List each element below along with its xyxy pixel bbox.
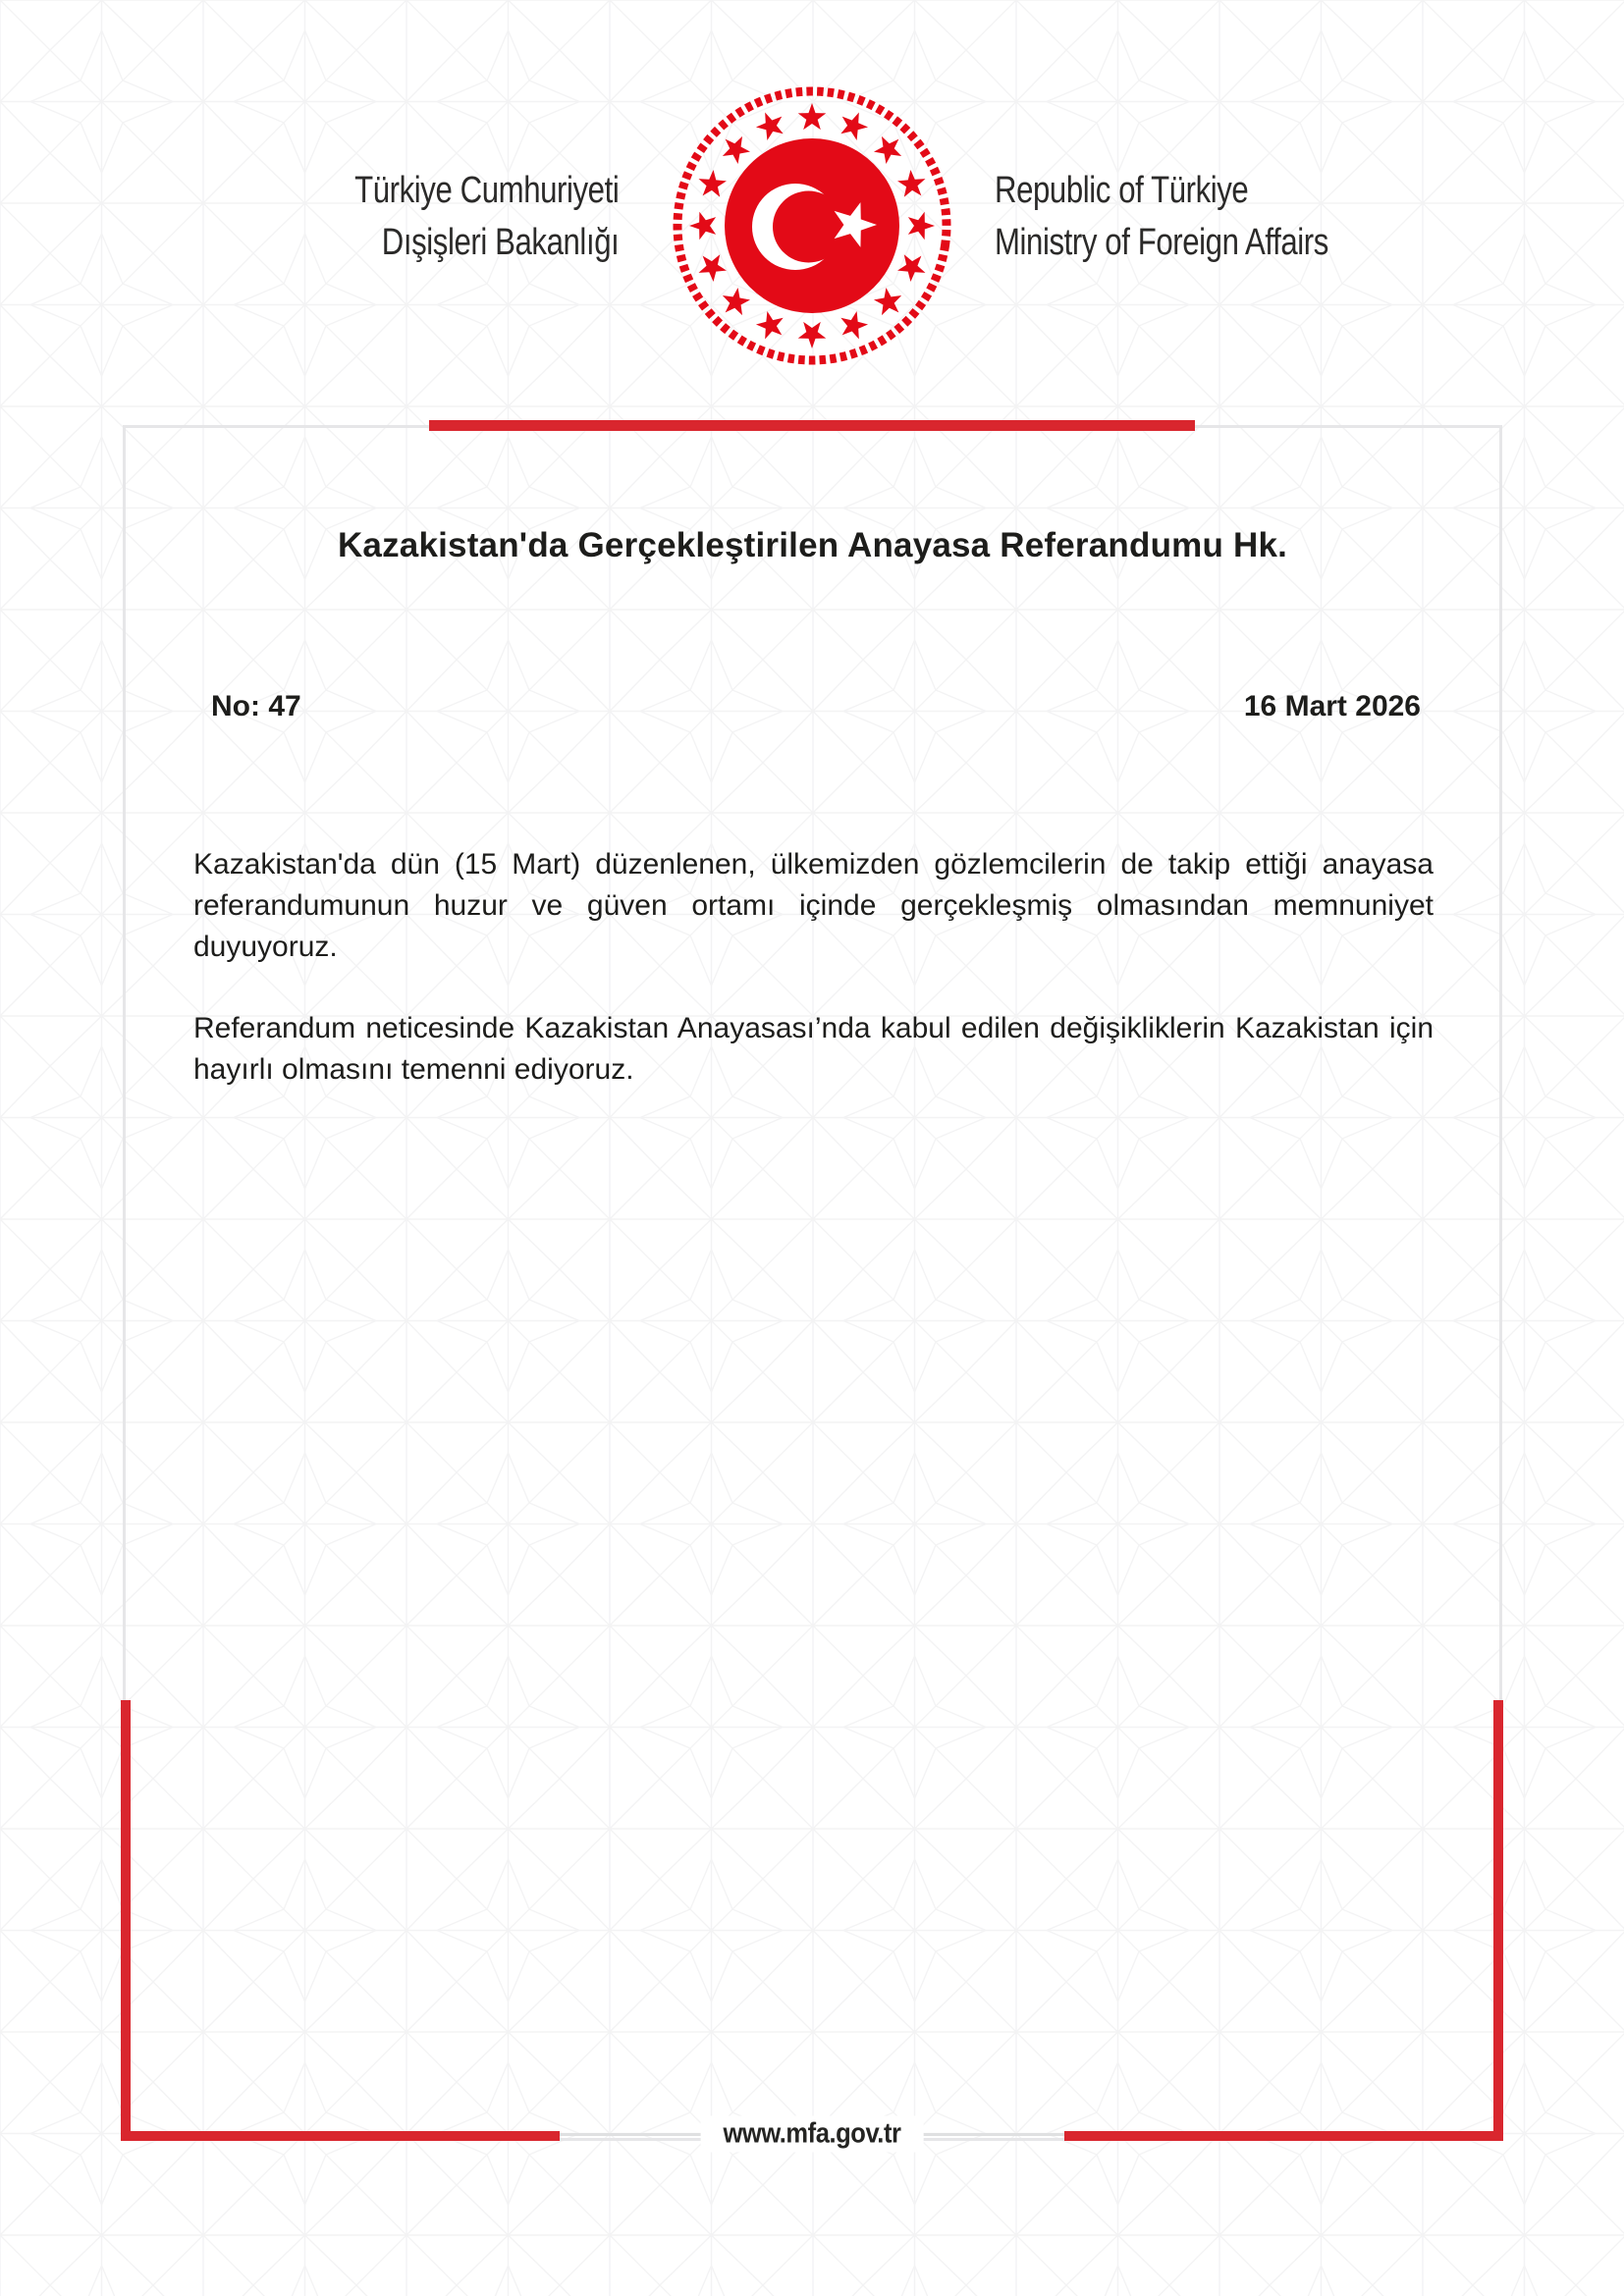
ministry-en-line2: Ministry of Foreign Affairs (995, 222, 1328, 263)
ministry-en-line1: Republic of Türkiye (995, 170, 1249, 211)
paragraph: Referandum neticesinde Kazakistan Anayasası’nda kabul edilen değişikliklerin Kazakistan için hayırlı olmasını temenni ediyoruz. (193, 1012, 1434, 1086)
content-frame (123, 425, 1502, 2141)
bottom-left-red-corner-horizontal (121, 2131, 560, 2141)
website-label: www.mfa.gov.tr (701, 2116, 924, 2153)
document-title: Kazakistan'da Gerçekleştirilen Anayasa Referandumu Hk. (337, 526, 1288, 564)
bottom-right-red-corner-horizontal (1064, 2131, 1503, 2141)
document-number: No: 47 (211, 690, 301, 722)
top-red-accent-bar (429, 420, 1195, 431)
bottom-left-red-corner-vertical (121, 1700, 131, 2141)
ministry-name-turkish (354, 165, 619, 269)
document-date: 16 Mart 2026 (1243, 690, 1421, 722)
turkiye-mfa-emblem-icon (670, 83, 954, 368)
document-body (193, 844, 1434, 1091)
ministry-tr-line1: Türkiye Cumhuriyeti (353, 170, 619, 211)
bottom-right-red-corner-vertical (1493, 1700, 1503, 2141)
ministry-tr-line2: Dışişleri Bakanlığı (381, 222, 619, 263)
paragraph: Kazakistan'da dün (15 Mart) düzenlenen, ülkemizden gözlemcilerin de takip ettiği anayasa referandumunun huzur ve güven ortamı içinde gerçekleşmiş olmasından memnuniyet duyuyoruz. (193, 848, 1434, 963)
ministry-name-english (995, 165, 1328, 269)
letterhead (0, 0, 1624, 412)
